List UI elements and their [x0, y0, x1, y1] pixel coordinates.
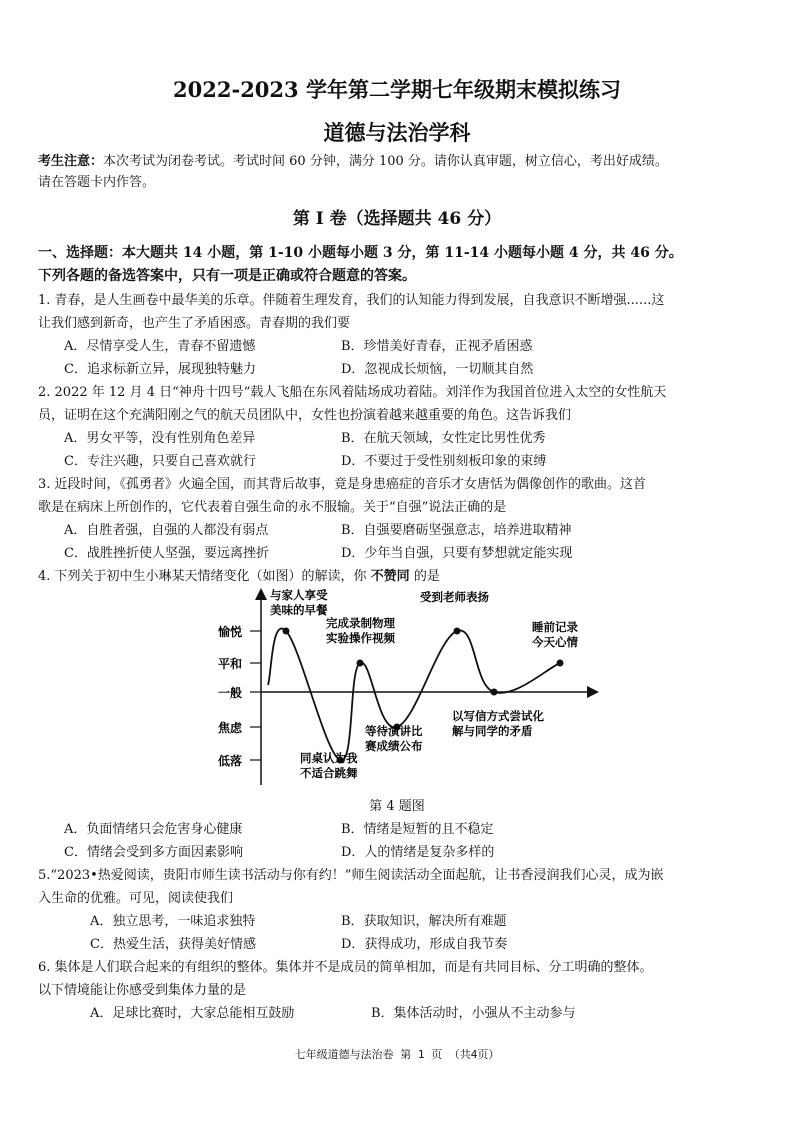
q2-option-c: C．专注兴趣，只要自己喜欢就行	[64, 454, 256, 469]
q1-stem-1: 1. 青春，是人生画卷中最华美的乐章。伴随着生理发育，我们的认知能力得到发展，自我意识不断增强......这	[38, 293, 665, 308]
event-label: 以写信方式尝试化	[452, 709, 544, 723]
y-level-label: 焦虑	[217, 721, 242, 735]
event-point	[357, 660, 364, 667]
event-label: 不适合跳舞	[300, 766, 358, 780]
q4-stem-pre: 4. 下列关于初中生小琳某天情绪变化（如图）的解读，你	[38, 569, 371, 584]
event-label: 睡前记录	[532, 620, 578, 634]
event-label: 同桌认为我	[300, 751, 358, 765]
q5-option-b: B．获取知识，解决所有难题	[341, 914, 507, 929]
notice-text: 本次考试为闭卷考试。考试时间 60 分钟，满分 100 分。请你认真审题，树立信心，考出好成绩。	[103, 154, 668, 169]
event-label: 解与同学的矛盾	[452, 724, 533, 738]
q5-stem-2: 入生命的优雅。可见，阅读使我们	[38, 891, 234, 906]
page-footer: 七年级道德与法治卷 第 1 页 （共4页）	[294, 1048, 500, 1061]
q4-stem-emphasis: 不赞同	[370, 569, 410, 584]
q2-option-b: B．在航天领域，女性定比男性优秀	[341, 431, 546, 446]
q4-option-d: D．人的情绪是复杂多样的	[341, 845, 495, 860]
event-label: 赛成绩公布	[365, 739, 423, 753]
event-label: 实验操作视频	[326, 631, 395, 645]
q3-stem-2: 歌是在病床上所创作的，它代表着自强生命的永不服输。关于“自强”说法正确的是	[38, 500, 507, 515]
q1-option-a: A．尽情享受人生，青春不留遗憾	[64, 339, 256, 354]
notice-label: 考生注意：	[38, 154, 104, 169]
notice-line-2: 请在答题卡内作答。	[38, 175, 156, 190]
event-label: 与家人享受	[270, 588, 328, 602]
instruction-line-2: 下列各题的备选答案中，只有一项是正确或符合题意的答案。	[38, 268, 416, 284]
event-point	[491, 689, 498, 696]
q3-option-a: A．自胜者强，自强的人都没有弱点	[64, 523, 269, 538]
q5-option-a: A．独立思考，一味追求独特	[90, 914, 256, 929]
q4-option-b: B．情绪是短暂的且不稳定	[341, 822, 494, 837]
notice-line-1	[38, 153, 668, 170]
q4-option-c: C．情绪会受到多方面因素影响	[64, 845, 243, 860]
event-label: 等待演讲比	[365, 724, 423, 738]
q3-option-d: D．少年当自强，只要有梦想就定能实现	[341, 546, 573, 561]
q6-option-a: A．足球比赛时，大家总能相互鼓励	[90, 1006, 295, 1021]
event-point	[557, 660, 564, 667]
q5-option-d: D．获得成功，形成自我节奏	[341, 937, 508, 952]
exam-title: 2022-2023 学年第二学期七年级期末模拟练习	[173, 77, 621, 102]
q4-stem-post: 的是	[409, 569, 440, 584]
q6-stem-2: 以下情境能让你感受到集体力量的是	[38, 983, 247, 998]
q6-option-b: B．集体活动时，小强从不主动参与	[371, 1006, 576, 1021]
q1-option-d: D．忽视成长烦恼，一切顺其自然	[341, 362, 534, 377]
q5-option-c: C．热爱生活，获得美好情感	[90, 937, 256, 952]
q6-stem-1: 6. 集体是人们联合起来的有组织的整体。集体并不是成员的简单相加，而是有共同目标、分工明确的整体。	[38, 960, 653, 975]
q4-stem	[38, 568, 440, 585]
event-point	[283, 628, 290, 635]
q2-option-d: D．不要过于受性别刻板印象的束缚	[341, 454, 547, 469]
q2-stem-2: 员，证明在这个充满阳刚之气的航天员团队中，女性也扮演着越来越重要的角色。这告诉我们	[38, 408, 572, 423]
q2-option-a: A．男女平等，没有性别角色差异	[64, 431, 256, 446]
q3-stem-1: 3. 近段时间，《孤勇者》火遍全国，而其背后故事，竟是身患癌症的音乐才女唐恬为偶像创作的歌曲。这首	[38, 477, 647, 492]
y-level-label: 低落	[217, 754, 242, 768]
q4-option-a: A．负面情绪只会危害身心健康	[64, 822, 243, 837]
y-level-label: 平和	[217, 657, 242, 671]
subject-title: 道德与法治学科	[323, 120, 471, 145]
event-label: 美味的早餐	[270, 603, 328, 617]
q1-stem-2: 让我们感到新奇，也产生了矛盾困惑。青春期的我们要	[38, 316, 351, 331]
q3-option-c: C．战胜挫折使人坚强，要远离挫折	[64, 546, 269, 561]
q5-stem-1: 5.“2023•热爱阅读，贵阳市师生读书活动与你有约！”师生阅读活动全面起航，让书香浸润我们心灵，成为嵌	[38, 868, 664, 883]
section-title: 第 Ⅰ 卷（选择题共 46 分）	[292, 209, 502, 229]
q2-stem-1: 2. 2022 年 12 月 4 日“神舟十四号”载人飞船在东风着陆场成功着陆。刘洋作为我国首位进入太空的女性航天	[38, 385, 667, 400]
event-point	[454, 628, 461, 635]
event-label: 受到老师表扬	[420, 590, 489, 604]
y-level-label: 愉悦	[217, 625, 242, 639]
event-label: 今天心情	[532, 635, 578, 649]
q1-option-b: B．珍惜美好青春，正视矛盾困惑	[341, 339, 533, 354]
y-level-label: 一般	[217, 686, 242, 700]
event-label: 完成录制物理	[326, 616, 395, 630]
q1-option-c: C．追求标新立异，展现独特魅力	[64, 362, 256, 377]
emotion-chart	[200, 585, 610, 800]
instruction-line-1: 一、选择题：本大题共 14 小题，第 1-10 小题每小题 3 分，第 11-14 小题每小题 4 分，共 46 分。	[38, 245, 683, 261]
q3-option-b: B．自强要磨砺坚强意志，培养进取精神	[341, 523, 572, 538]
q4-caption: 第 4 题图	[369, 799, 425, 814]
